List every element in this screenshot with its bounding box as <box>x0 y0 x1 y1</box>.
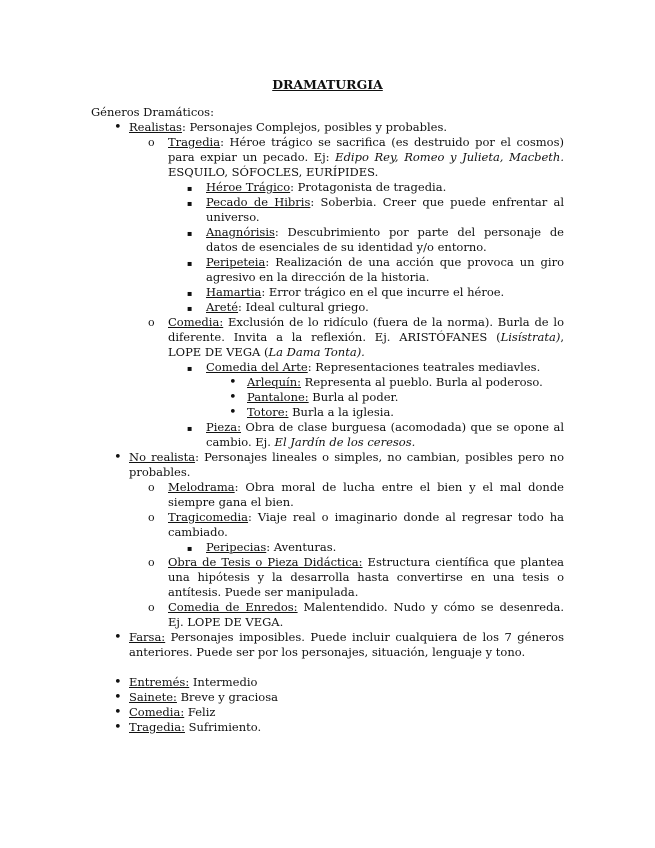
desc-realistas: : Personajes Complejos, posibles y probables. <box>181 120 448 134</box>
subgenre-tragicomedia <box>148 510 564 555</box>
tragicomedia-terms <box>187 540 564 555</box>
term-peripecias <box>187 540 564 555</box>
realistas-sublist <box>148 135 565 450</box>
term-label: Comedia de Enredos: <box>168 600 298 614</box>
square-marker: ▪ <box>187 289 193 298</box>
genre-farsa <box>114 630 564 660</box>
genre-realistas <box>114 120 565 450</box>
short-term: Entremés: <box>129 675 190 689</box>
bullet-marker: • <box>114 675 122 690</box>
bullet-marker: • <box>229 390 237 405</box>
square-marker: ▪ <box>187 229 193 238</box>
character-desc: Representa al pueblo. Burla al poderoso. <box>301 375 543 389</box>
circle-marker: o <box>148 136 155 149</box>
square-marker: ▪ <box>187 544 193 553</box>
circle-marker: o <box>148 316 155 329</box>
desc-farsa: Personajes imposibles. Puede incluir cualquiera de los 7 géneros anteriores. Puede ser por los personajes, situación, lenguaje y tono. <box>129 630 564 659</box>
term-desc: : Obra moral de lucha entre el bien y el mal donde siempre gana el bien. <box>168 480 564 509</box>
term-label: Héroe Trágico <box>206 180 291 194</box>
intro-line: Géneros Dramáticos: <box>91 105 214 119</box>
short-desc: Sufrimiento. <box>184 720 262 734</box>
term-label: Anagnórisis <box>206 225 275 239</box>
desc-comedia-2: , LOPE DE VEGA ( <box>168 330 564 359</box>
square-marker: ▪ <box>187 199 193 208</box>
bullet-marker: • <box>114 120 122 135</box>
short-term: Tragedia: <box>129 720 185 734</box>
term-desc: : Soberbia. Creer que puede enfrentar al universo. <box>206 195 565 224</box>
term-desc: : Protagonista de tragedia. <box>290 180 447 194</box>
spacer <box>91 660 564 675</box>
term-desc: Estructura científica que plantea una hipótesis y la desarrolla hasta convertirse en una tesis o antítesis. Puede ser manipulada. <box>168 555 564 599</box>
character-item <box>229 405 564 420</box>
tragedia-terms <box>187 180 565 315</box>
square-marker: ▪ <box>187 259 193 268</box>
subgenre-melodrama <box>148 480 564 510</box>
bullet-marker: • <box>229 375 237 390</box>
term-label: Hamartia <box>206 285 262 299</box>
circle-marker: o <box>148 556 155 569</box>
tragedia-examples: Edipo Rey, Romeo y Julieta, Macbeth. <box>335 150 564 164</box>
term-label: Pecado de Hibris <box>206 195 311 209</box>
circle-marker: o <box>148 481 155 494</box>
desc-no-realista: : Personajes lineales o simples, no cambian, posibles pero no probables. <box>129 450 564 479</box>
term-item <box>187 300 564 315</box>
genre-no-realista <box>114 450 564 630</box>
term-no-realista: No realista <box>129 450 196 464</box>
desc-comedia-1: Exclusión de lo ridículo (fuera de la norma). Burla de lo diferente. Invita a la reflexión. Ej. ARISTÓFANES ( <box>168 315 564 344</box>
bullet-marker: • <box>114 690 122 705</box>
term-comedia-del-arte <box>187 360 564 420</box>
short-genre-list <box>114 675 564 735</box>
subgenre-tragedia <box>148 135 565 315</box>
desc-tragedia-1: : Héroe trágico se sacrifica (es destruido por el cosmos) para expiar un pecado. Ej: <box>168 135 564 164</box>
no-realista-sublist <box>148 480 564 630</box>
circle-marker: o <box>148 511 155 524</box>
arte-characters <box>229 375 564 420</box>
comedia-terms <box>187 360 564 450</box>
term-pieza <box>187 420 564 450</box>
term-desc: : Ideal cultural griego. <box>238 300 369 314</box>
genre-list <box>114 120 565 660</box>
term-realistas: Realistas <box>129 120 182 134</box>
short-item <box>114 675 564 690</box>
comedia-work-2: La Dama Tonta). <box>268 345 365 359</box>
term-label: Peripecias <box>206 540 267 554</box>
bullet-marker: • <box>114 450 122 465</box>
document-body <box>91 105 564 735</box>
term-label: Comedia del Arte <box>206 360 308 374</box>
character-name: Arlequín: <box>247 375 302 389</box>
term-tragedia: Tragedia <box>168 135 221 149</box>
term-label: Tragicomedia <box>168 510 249 524</box>
square-marker: ▪ <box>187 364 193 373</box>
subgenre-comedia <box>148 315 564 450</box>
character-name: Pantalone: <box>247 390 309 404</box>
term-desc: Malentendido. Nudo y cómo se desenreda. Ej. LOPE DE VEGA. <box>168 600 564 629</box>
term-desc: : Descubrimiento por parte del personaje de datos de esenciales de su identidad y/o entorno. <box>206 225 564 254</box>
subgenre-obra-de-tesis <box>148 555 564 600</box>
short-desc: Feliz <box>184 705 216 719</box>
term-item <box>187 180 564 195</box>
comedia-work-1: Lisístrata) <box>500 330 561 344</box>
bullet-marker: • <box>114 720 122 735</box>
term-label: Peripeteia <box>206 255 266 269</box>
bullet-marker: • <box>229 405 237 420</box>
term-item <box>187 285 564 300</box>
character-desc: Burla a la iglesia. <box>288 405 394 419</box>
short-desc: Intermedio <box>189 675 258 689</box>
desc-tragedia-2: ESQUILO, SÓFOCLES, EURÍPIDES. <box>168 165 379 179</box>
term-desc: : Realización de una acción que provoca un giro agresivo en la dirección de la historia. <box>206 255 564 284</box>
term-label: Melodrama <box>168 480 235 494</box>
term-label: Areté <box>206 300 239 314</box>
bullet-marker: • <box>114 705 122 720</box>
term-farsa: Farsa: <box>129 630 166 644</box>
square-marker: ▪ <box>187 184 193 193</box>
short-term: Sainete: <box>129 690 177 704</box>
term-desc: : Aventuras. <box>266 540 337 554</box>
character-desc: Burla al poder. <box>308 390 399 404</box>
term-item <box>187 255 564 285</box>
character-item <box>229 390 564 405</box>
term-comedia: Comedia: <box>168 315 224 329</box>
term-desc: : Error trágico en el que incurre el héroe. <box>261 285 505 299</box>
short-desc: Breve y graciosa <box>176 690 278 704</box>
subgenre-comedia-de-enredos <box>148 600 564 630</box>
square-marker: ▪ <box>187 424 193 433</box>
character-item <box>229 375 564 390</box>
short-item <box>114 690 564 705</box>
term-item <box>187 225 564 255</box>
character-name: Totore: <box>247 405 289 419</box>
short-term: Comedia: <box>129 705 185 719</box>
circle-marker: o <box>148 601 155 614</box>
document-title: DRAMATURGIA <box>272 77 383 92</box>
short-item <box>114 720 564 735</box>
term-item <box>187 195 565 225</box>
term-desc: Obra de clase burguesa (acomodada) que se opone al cambio. Ej. <box>206 420 564 449</box>
term-label: Obra de Tesis o Pieza Didáctica: <box>168 555 363 569</box>
term-label: Pieza: <box>206 420 242 434</box>
short-item <box>114 705 564 720</box>
square-marker: ▪ <box>187 304 193 313</box>
pieza-work: El Jardín de los ceresos. <box>274 435 416 449</box>
term-desc: : Representaciones teatrales mediavles. <box>307 360 541 374</box>
bullet-marker: • <box>114 630 122 645</box>
term-desc: : Viaje real o imaginario donde al regresar todo ha cambiado. <box>168 510 564 539</box>
